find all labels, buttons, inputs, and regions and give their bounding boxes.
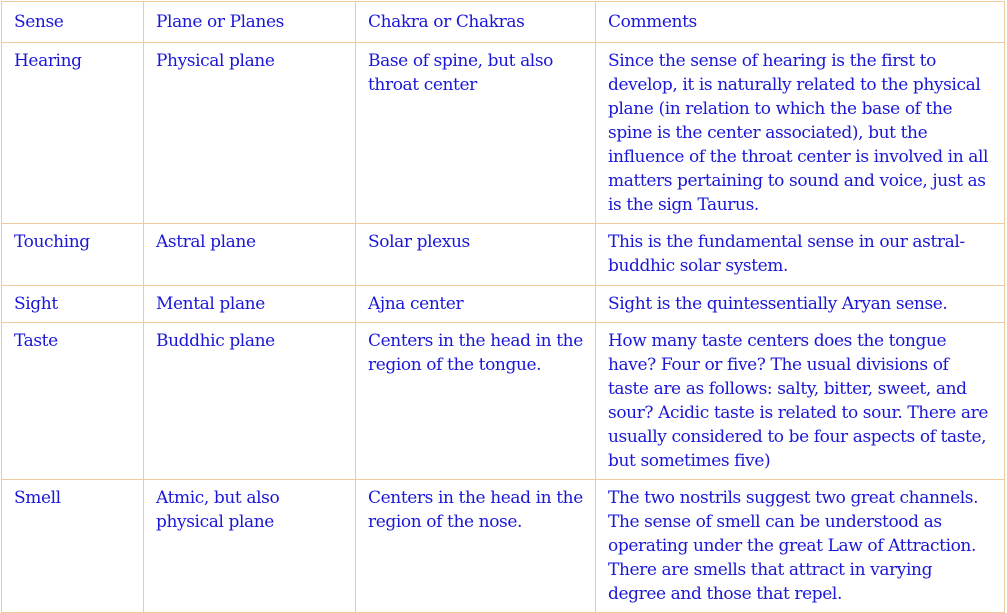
- table-row: [2, 480, 1005, 613]
- cell-sense: Taste: [2, 323, 144, 480]
- cell-comments: The two nostrils suggest two great channels. The sense of smell can be understood as operating under the great Law of Attraction. There are smells that attract in varying degree and those that repel.: [596, 480, 1005, 613]
- cell-plane: Astral plane: [144, 224, 356, 286]
- cell-sense: Hearing: [2, 43, 144, 224]
- cell-plane: Buddhic plane: [144, 323, 356, 480]
- cell-chakra: Base of spine, but also throat center: [356, 43, 596, 224]
- cell-sense: Sight: [2, 286, 144, 323]
- table-row: [2, 286, 1005, 323]
- cell-chakra: Ajna center: [356, 286, 596, 323]
- cell-chakra: Centers in the head in the region of the nose.: [356, 480, 596, 613]
- header-plane: Plane or Planes: [144, 2, 356, 43]
- header-chakra: Chakra or Chakras: [356, 2, 596, 43]
- cell-comments: Sight is the quintessentially Aryan sense.: [596, 286, 1005, 323]
- cell-sense: Smell: [2, 480, 144, 613]
- cell-plane: Mental plane: [144, 286, 356, 323]
- header-row: [2, 2, 1005, 43]
- header-comments: Comments: [596, 2, 1005, 43]
- cell-sense: Touching: [2, 224, 144, 286]
- table-row: [2, 323, 1005, 480]
- cell-comments: How many taste centers does the tongue have? Four or five? The usual divisions of taste are as follows: salty, bitter, sweet, and sour? Acidic taste is related to sour. There are usually considered to be four aspects of taste, but sometimes five): [596, 323, 1005, 480]
- cell-comments: Since the sense of hearing is the first to develop, it is naturally related to the physical plane (in relation to which the base of the spine is the center associated), but the influence of the throat center is involved in all matters pertaining to sound and voice, just as is the sign Taurus.: [596, 43, 1005, 224]
- cell-chakra: Centers in the head in the region of the tongue.: [356, 323, 596, 480]
- cell-plane: Atmic, but also physical plane: [144, 480, 356, 613]
- senses-table: [1, 1, 1005, 613]
- header-sense: Sense: [2, 2, 144, 43]
- table-row: [2, 43, 1005, 224]
- cell-plane: Physical plane: [144, 43, 356, 224]
- table-row: [2, 224, 1005, 286]
- cell-chakra: Solar plexus: [356, 224, 596, 286]
- cell-comments: This is the fundamental sense in our astral-buddhic solar system.: [596, 224, 1005, 286]
